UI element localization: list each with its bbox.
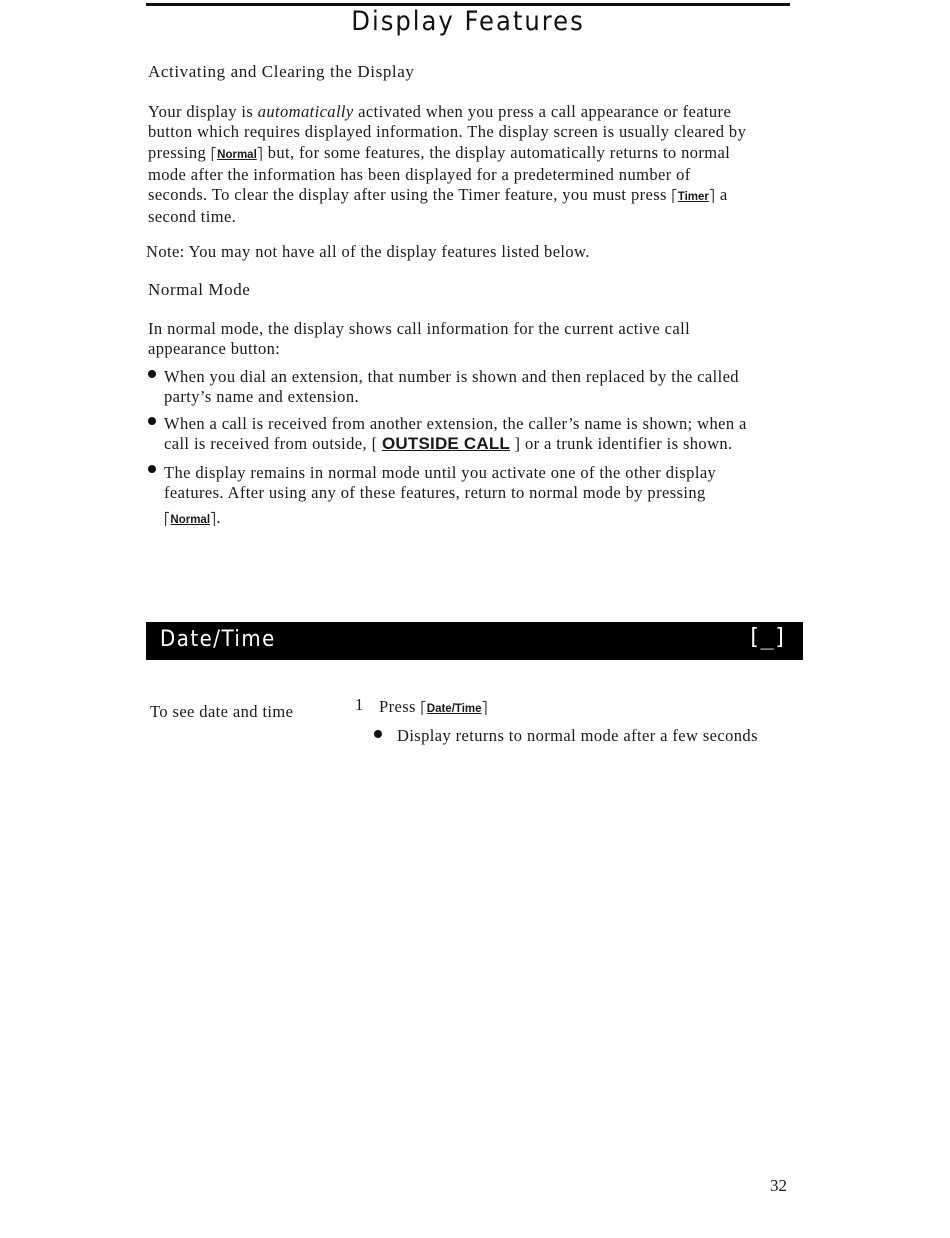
page-title: Display Features [351,6,585,37]
bullet-icon [374,730,382,738]
display-screen-icon: [_] [747,625,787,650]
normal-mode-intro: In normal mode, the display shows call information for the current active call appearance button: [148,319,691,359]
para-line-4: mode after the information has been displayed for a predetermined number of [148,164,691,184]
timer-key: Timer [677,191,709,204]
bullet-icon [148,465,156,473]
page-number: 32 [770,1176,787,1195]
datetime-key: Date/Time [426,703,482,715]
step-instruction: Press ⎡Date/Time⎤ [379,697,488,716]
normal-key: Normal [217,148,257,161]
list-item: The display remains in normal mode until you activate one of the other display features. After using any of these features, return to normal mode by pressing ⎡Normal⎤. [164,463,717,527]
normal-key: Normal [170,513,211,526]
outside-call-display-text: OUTSIDE CALL [382,434,511,454]
list-item: When you dial an extension, that number is shown and then replaced by the called party’s name and extension. [164,367,739,407]
datetime-section-band [146,622,803,660]
para-line-2: button which requires displayed information. The display screen is usually cleared by [148,122,747,142]
datetime-section-title: Date/Time [160,627,276,652]
activating-paragraph [148,102,808,228]
section-heading-normal-mode: Normal Mode [148,280,251,299]
para-line-1: Your display is automatically activated when you press a call appearance or feature [148,102,732,121]
section-heading-activating: Activating and Clearing the Display [148,62,415,81]
para-line-3: pressing ⎡Normal⎤ but, for some features, the display automatically returns to normal [148,142,731,162]
para-line-6: second time. [148,207,237,227]
note-text: Note: You may not have all of the display features listed below. [146,242,590,261]
list-item: When a call is received from another extension, the caller’s name is shown; when a call is received from outside, [ OUTSIDE CALL ] or a trunk identifier is shown. [164,414,747,454]
step-number: 1 [355,695,364,714]
bullet-icon [148,417,156,425]
datetime-task-label: To see date and time [150,702,294,721]
para-line-5: seconds. To clear the display after using the Timer feature, you must press ⎡Timer⎤ a [148,185,728,205]
bullet-icon [148,370,156,378]
step-sub-bullet: Display returns to normal mode after a few seconds [397,726,758,745]
